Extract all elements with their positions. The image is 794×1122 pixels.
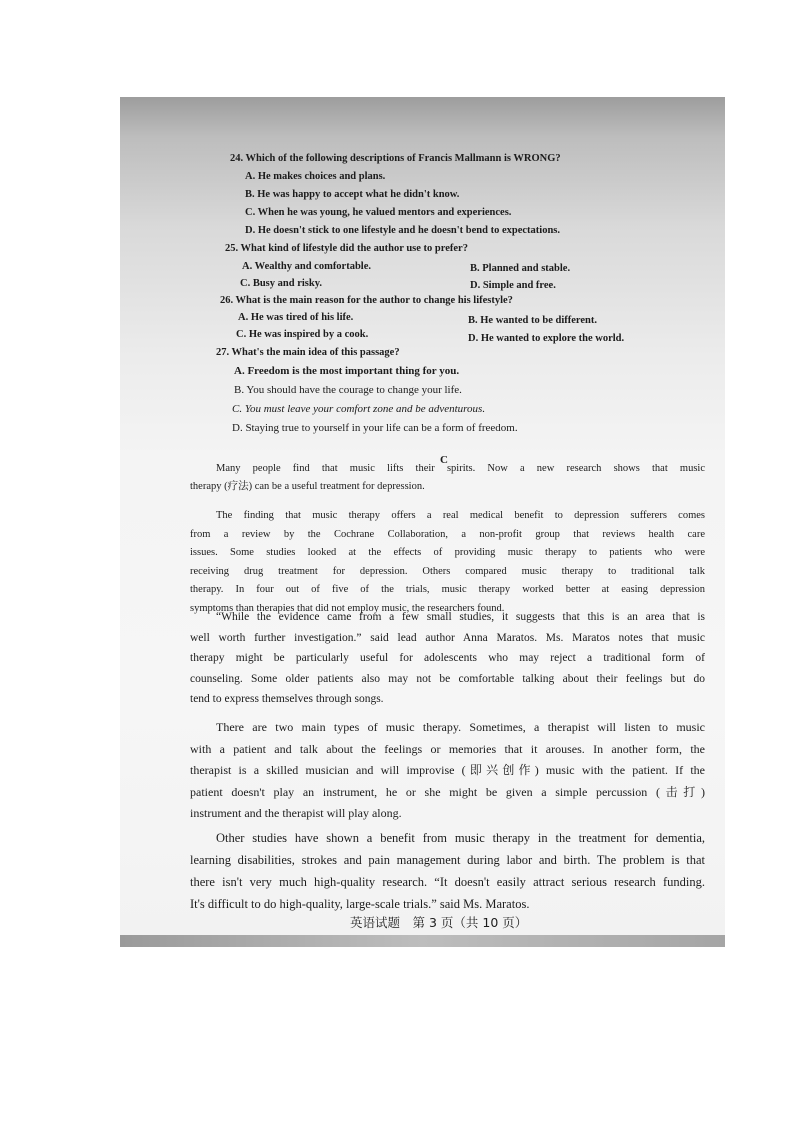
q24-option-a: A. He makes choices and plans. (245, 171, 386, 182)
q25-option-d: D. Simple and free. (470, 280, 556, 291)
q25-option-c: C. Busy and risky. (240, 278, 322, 289)
q27-option-d: D. Staying true to yourself in your life can be a form of freedom. (232, 422, 518, 434)
q26-option-b: B. He wanted to be different. (468, 315, 597, 326)
photographed-exam-page (120, 97, 725, 947)
paragraph-line: therapy (疗法) can be a useful treatment for depression. (190, 481, 425, 492)
q26-option-a: A. He was tired of his life. (238, 312, 354, 323)
paragraph-line: “While the evidence came from a few small studies, it suggests that this is an area that is (216, 611, 705, 623)
paragraph-4 (190, 717, 705, 825)
section-c-heading: C (440, 454, 448, 466)
paragraph-line: receiving drug treatment for depression. Others compared music therapy to traditional talk (190, 565, 705, 577)
page-footer: 英语试题 第 3 页（共 10 页） (350, 915, 528, 930)
q25-option-b: B. Planned and stable. (470, 263, 571, 274)
q27-option-a: A. Freedom is the most important thing for you. (234, 365, 460, 377)
paragraph-line: Other studies have shown a benefit from music therapy in the treatment for dementia, (216, 831, 705, 845)
paragraph-line: It's difficult to do high-quality, large-scale trials.” said Ms. Maratos. (190, 897, 530, 911)
paragraph-line: issues. Some studies looked at the effects of providing music therapy to patients who were (190, 547, 705, 559)
q25-option-a: A. Wealthy and comfortable. (242, 261, 372, 272)
paragraph-1 (190, 460, 705, 496)
q24-option-d: D. He doesn't stick to one lifestyle and he doesn't bend to expectations. (245, 225, 560, 236)
paragraph-line: from a review by the Cochrane Collaboration, a non-profit group that reviews health care (190, 528, 705, 540)
paragraph-line: therapist is a skilled musician and will improvise (即兴创作) music with the patient. If the (190, 763, 705, 777)
paragraph-line: patient doesn't play an instrument, he or she might be given a simple percussion (击打) (190, 784, 705, 799)
q26-option-c: C. He was inspired by a cook. (236, 329, 369, 340)
paragraph-line: there isn't very much high-quality research. “It doesn't easily attract serious research funding. (190, 875, 705, 889)
paragraph-line: tend to express themselves through songs. (190, 693, 384, 705)
paragraph-line: There are two main types of music therapy. Sometimes, a therapist will listen to music (216, 720, 705, 734)
question-25-stem: 25. What kind of lifestyle did the author use to prefer? (225, 243, 468, 254)
paragraph-5 (190, 827, 705, 915)
paragraph-line: well worth further investigation.” said lead author Anna Maratos. Ms. Maratos notes that music (190, 631, 705, 644)
paragraph-3 (190, 607, 705, 710)
paragraph-line: The finding that music therapy offers a real medical benefit to depression sufferers comes (216, 510, 705, 521)
question-24-stem: 24. Which of the following descriptions of Francis Mallmann is WRONG? (230, 153, 561, 164)
q24-option-c: C. When he was young, he valued mentors and experiences. (245, 207, 512, 218)
q26-option-d: D. He wanted to explore the world. (468, 333, 625, 344)
question-27-stem: 27. What's the main idea of this passage? (216, 347, 400, 358)
q24-option-b: B. He was happy to accept what he didn't know. (245, 189, 460, 200)
paragraph-line: instrument and the therapist will play along. (190, 806, 402, 820)
paragraph-line: therapy might be particularly useful for adolescents who may reject a traditional form of (190, 652, 705, 664)
question-26-stem: 26. What is the main reason for the author to change his lifestyle? (220, 295, 513, 306)
paragraph-2 (190, 507, 705, 619)
paragraph-line: counseling. Some older patients also may not be comfortable talking about their feelings but do (190, 672, 705, 685)
paragraph-line: with a patient and talk about the feelings or memories that it arouses. In another form, the (190, 741, 705, 756)
paragraph-line: symptoms than therapies that did not employ music, the researchers found. (190, 602, 505, 614)
paragraph-line: Many people find that music lifts their spirits. Now a new research shows that music (216, 463, 705, 474)
paragraph-line: therapy. In four out of five of the trials, music therapy worked better at easing depression (190, 584, 705, 596)
q27-option-c: C. You must leave your comfort zone and be adventurous. (232, 403, 486, 415)
paragraph-line: learning disabilities, strokes and pain management during labor and birth. The problem is that (190, 853, 705, 867)
q27-option-b: B. You should have the courage to change your life. (234, 384, 462, 396)
